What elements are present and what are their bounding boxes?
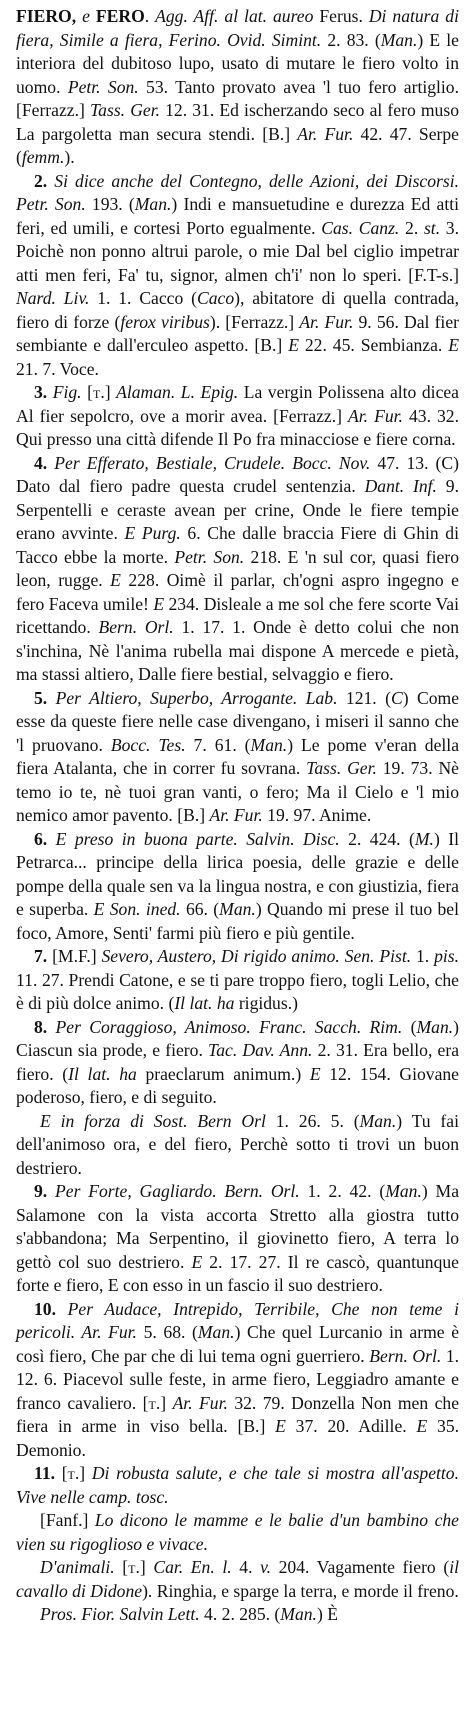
text-run: 9. Serpentelli e ceraste avean per crine, Onde le fiere tempie erano avvinte.	[16, 476, 459, 543]
text-run: ) Come esse da queste fiere nelle case divengano, i miseri il sanno che 'l pruovano.	[16, 687, 460, 755]
text-run: ]	[139, 1557, 154, 1577]
smallcaps-run: t.	[148, 1392, 161, 1413]
text-run: 2.	[399, 217, 424, 238]
italic-run: Ar. Fur.	[172, 1392, 228, 1413]
text-run: ) Le pome v'eran della fiera Atalanta, che in correr fu sovrana.	[16, 734, 459, 778]
italic-run: E Purg.	[124, 523, 181, 543]
italic-run: E	[191, 1251, 203, 1272]
italic-run: Man.	[280, 1604, 317, 1624]
italic-run: Petr. Son.	[67, 76, 139, 97]
italic-run: Per Altiero, Superbo, Arrogante. Lab.	[55, 687, 338, 708]
text-run: Ferus.	[319, 6, 369, 26]
text-run: ]	[160, 1392, 173, 1413]
text-run: 11. 27. Prendi Catone, e se ti pare troppo fiero, togli Lelio, che è di più dolce animo. (	[16, 969, 459, 1013]
italic-run: Man.	[416, 1016, 454, 1037]
italic-run: E	[309, 1063, 321, 1084]
text-run: 2. 31. Era bello, era fiero. (	[16, 1040, 460, 1084]
text-run: 218. E 'n sul cor, quasi fiero leon, rugge.	[16, 546, 459, 590]
sense-paragraph	[16, 452, 459, 687]
italic-run: E Son. ined.	[93, 899, 181, 919]
text-run: 2. 83. (	[321, 29, 381, 50]
italic-run: Pros. Fior. Salvin Lett.	[40, 1604, 200, 1624]
text-run: 1. 1. Cacco (	[89, 288, 197, 308]
text-run: ) Che quel Lurcanio in arme è così fiero, Che par che di lui tema ogni guerriero.	[16, 1322, 459, 1366]
italic-run: Di robusta salute, e che tale si mostra all'aspetto. Vive nelle camp. tosc.	[16, 1463, 459, 1507]
italic-run: Il lat. ha	[174, 993, 235, 1013]
italic-run: Man.	[250, 734, 288, 755]
text-run: ). [Ferrazz.]	[209, 311, 300, 332]
sense-paragraph	[16, 687, 459, 828]
bold-run: FIERO,	[16, 6, 83, 26]
text-run: 7. 61. (	[185, 734, 251, 755]
italic-run: Fig.	[52, 382, 82, 402]
sense-paragraph	[16, 381, 459, 452]
italic-run: e	[82, 6, 96, 26]
bold-run: FERO	[95, 6, 145, 26]
italic-run: Nard. Liv.	[16, 288, 90, 308]
bold-run: 8.	[34, 1016, 56, 1037]
text-run: [	[114, 1557, 129, 1577]
italic-run: E	[153, 593, 165, 614]
italic-run: v.	[260, 1557, 272, 1577]
italic-run: Per Forte, Gagliardo. Bern. Orl.	[55, 1181, 300, 1201]
sense-paragraph	[16, 1016, 459, 1110]
italic-run: Ar. Fur.	[209, 805, 263, 825]
italic-run: E preso in buona parte. Salvin. Disc.	[55, 828, 340, 849]
text-run: ) È	[316, 1604, 338, 1624]
text-run: 204. Vagamente fiero (	[271, 1557, 450, 1577]
sense-paragraph	[16, 1462, 459, 1509]
italic-run: Man.	[385, 1181, 422, 1201]
italic-run: Bern. Orl.	[369, 1345, 442, 1366]
italic-run: Ar. Fur.	[297, 123, 354, 144]
text-run: 2. 424. (	[339, 828, 415, 849]
italic-run: pis.	[434, 946, 459, 966]
sense-paragraph	[16, 828, 459, 946]
text-run: 228. Oimè il parlar, ch'ogni aspro ingegno e fero Faceva umile!	[16, 570, 459, 614]
italic-run: Severo, Austero, Di rigido animo. Sen. Pist.	[101, 946, 412, 966]
text-run: rigidus.)	[234, 993, 298, 1013]
text-run: [	[81, 382, 93, 402]
text-run: 35. Demonio.	[16, 1416, 460, 1460]
text-run: 37. 20. Adille.	[285, 1416, 417, 1436]
italic-run: Man.	[359, 1110, 397, 1131]
italic-run: Tac. Dav. Ann.	[208, 1040, 313, 1060]
bold-run: 3.	[34, 382, 53, 402]
sense-paragraph	[16, 1556, 459, 1603]
bold-run: 10.	[34, 1298, 68, 1319]
italic-run: Si dice anche del Contegno, delle Azioni, dei Discorsi. Petr. Son.	[16, 170, 460, 214]
text-run: .	[144, 6, 156, 26]
text-run: ) Ciascun sia prode, e fiero.	[16, 1016, 460, 1060]
text-run: ]	[104, 382, 117, 402]
italic-run: Tass. Ger.	[90, 100, 160, 120]
italic-run: Per Efferato, Bestiale, Crudele. Bocc. Nov.	[54, 452, 371, 473]
sense-paragraph	[16, 1298, 459, 1463]
italic-run: il cavallo di Didone	[16, 1557, 459, 1601]
text-run: 121. (	[337, 687, 391, 708]
text-run: 22. 45. Sembianza.	[298, 335, 449, 355]
text-run: ) Tu fai dell'animoso ora, e del fiero, Perchè sotto ti trovi un buon destriero.	[16, 1110, 459, 1178]
text-run: [M.F.]	[52, 946, 102, 966]
bold-run: 4.	[34, 452, 55, 473]
italic-run: Cas. Canz.	[321, 217, 400, 238]
italic-run: E	[110, 570, 121, 590]
italic-run: Il lat. ha	[68, 1063, 137, 1084]
text-run: 12. 154. Giovane poderoso, fiero, e di seguito.	[16, 1063, 459, 1107]
text-run: 53. Tanto provato avea 'l tuo fero artiglio. [Ferrazz.]	[16, 76, 459, 120]
italic-run: Tass. Ger.	[306, 758, 377, 778]
text-run: ) Ma Salamone con la vista accorta Stretto alla giostra tutto s'abbandona; Ma Serpentino, il giovinetto fiero, A terra lo gettò col suo destriero.	[16, 1181, 460, 1272]
text-run: 1. 2. 42. (	[299, 1181, 386, 1201]
italic-run: Per Coraggioso, Animoso. Franc. Sacch. Rim.	[55, 1016, 403, 1037]
sense-paragraph	[16, 1603, 459, 1627]
italic-run: E in forza di Sost. Bern Orl	[40, 1110, 266, 1131]
sense-paragraph	[16, 1110, 459, 1181]
text-run: ). Ringhia, e sparge la terra, e morde il freno.	[142, 1580, 459, 1601]
text-run: 1. 12. 6. Piacevol sulle feste, in arme fiero, Leggiadro amante e franco cavaliero. [	[16, 1345, 460, 1413]
italic-run: Man.	[219, 899, 256, 919]
italic-run: E	[275, 1416, 286, 1436]
text-run: praeclarum animum.)	[136, 1063, 310, 1084]
italic-run: ferox viribus	[120, 311, 210, 332]
entry-headword-paragraph	[16, 5, 459, 170]
italic-run: Man.	[380, 29, 418, 50]
italic-run: Bocc. Tes.	[110, 734, 186, 755]
text-run: 2. 17. 27. Il re cascò, quantunque forte e fiero, E con esso in un fascio il suo destriero.	[16, 1251, 459, 1295]
text-run: 193. (	[85, 194, 135, 214]
sense-paragraph	[16, 1180, 459, 1298]
text-run: 234. Disleale a me sol che fere scorte Vai ricettando.	[16, 593, 459, 637]
text-run: 42. 47. Serpe (	[16, 123, 459, 167]
dictionary-entry	[16, 5, 459, 1627]
italic-run: D'animali.	[40, 1557, 115, 1577]
italic-run: Di natura di fiera, Simile a fiera, Ferino. Ovid. Simint.	[16, 6, 459, 50]
text-run: 47. 13. (C) Dato dal fiero padre questa crudel sentenzia.	[16, 452, 459, 496]
text-run: 4.	[231, 1557, 261, 1577]
smallcaps-run: t.	[67, 1463, 80, 1483]
bold-run: 6.	[34, 828, 56, 849]
text-run: ) Indi e mansuetudine e durezza Ed atti feri, ed umili, e cortesi Porto egualmente.	[16, 194, 459, 238]
bold-run: 7.	[34, 946, 53, 966]
italic-run: C	[390, 687, 403, 708]
bold-run: 9.	[34, 1181, 56, 1201]
italic-run: M.	[414, 828, 434, 849]
italic-run: st.	[423, 217, 441, 238]
text-run: 12. 31. Ed ischerzando seco al fero muso La pargoletta man secura stendi. [B.]	[16, 100, 460, 144]
text-run: 66. (	[180, 899, 220, 919]
sense-paragraph	[16, 170, 459, 382]
text-run: 21. 7. Voce.	[16, 358, 99, 379]
text-run: 3. Poichè non ponno altrui parole, o mie Dal bel ciglio impetrar atti men feri, Fa' tu, signor, almen ch'i' non lo speri. [F.T-s.]	[16, 217, 459, 285]
italic-run: Dant. Inf.	[364, 476, 437, 496]
text-run: 1. 26. 5. (	[265, 1110, 360, 1131]
text-run: La vergin Polissena alto dicea Al fier sepolcro, ove a morir avea. [Ferrazz.]	[16, 382, 459, 426]
text-run: ) Il Petrarca... principe della lirica poesia, delle grazie e delle pompe della quale sen va la lingua nostra, e con giustizia, fiera e superba.	[16, 828, 460, 919]
text-run: 19. 97. Anime.	[262, 805, 372, 825]
text-run: [Fanf.]	[40, 1510, 95, 1530]
italic-run: Petr. Son.	[174, 546, 245, 567]
text-run: 43. 32. Qui presso una città difende Il Po fra minacciose e fiere corna.	[16, 405, 459, 449]
text-run: ).	[64, 147, 75, 167]
italic-run: Ar. Fur.	[348, 405, 403, 426]
text-run: (	[402, 1016, 417, 1037]
text-run: 1. 17. 1. Onde è detto colui che non s'inchina, Nè l'anima rubella mai dispone A mercede e pietà, ma stassi altiero, Dalle fiere bestial, selvaggio e fiero.	[16, 617, 459, 684]
sense-paragraph	[16, 1509, 459, 1556]
text-run: ) Quando mi prese il tuo bel foco, Amore, Senti' farmi più fiero e più gentile.	[16, 899, 459, 943]
text-run: ]	[79, 1463, 92, 1483]
text-run: ) E le interiora del dubitoso lupo, usato di mutare le fiero volto in uomo.	[16, 29, 459, 97]
italic-run: Agg. Aff. al lat. aureo	[155, 6, 320, 26]
italic-run: Ar. Fur.	[299, 311, 354, 332]
sense-paragraph	[16, 945, 459, 1016]
italic-run: femm.	[21, 147, 65, 167]
text-run: 1.	[411, 946, 435, 966]
bold-run: 5.	[34, 687, 56, 708]
bold-run: 11.	[34, 1463, 62, 1483]
italic-run: Man.	[197, 1322, 235, 1342]
italic-run: Per Audace, Intrepido, Terribile, Che non teme i pericoli. Ar. Fur.	[16, 1298, 459, 1342]
italic-run: E	[288, 335, 299, 355]
italic-run: E	[448, 335, 459, 355]
text-run: 9. 56. Dal fier sembiante e dall'erculeo aspetto. [B.]	[16, 311, 459, 355]
smallcaps-run: t.	[128, 1557, 140, 1577]
italic-run: Bern. Orl.	[98, 617, 174, 637]
italic-run: Man.	[134, 194, 172, 214]
text-run: 32. 79. Donzella Non men che fiera in arme in viso bella. [B.]	[16, 1392, 459, 1436]
italic-run: Car. En. l.	[153, 1557, 232, 1577]
italic-run: Caco	[197, 288, 235, 308]
text-run: 19. 73. Nè temo io te, nè tuoi gran vanti, o fero; Ma il Cielo e 'l mio nemico amor pavento. [B.]	[16, 758, 459, 825]
italic-run: Lo dicono le mamme e le balie d'un bambino che vien su rigoglioso e vivace.	[16, 1510, 459, 1554]
bold-run: 2.	[34, 170, 55, 191]
text-run: 6. Che dalle braccia Fiere di Ghin di Tacco ebbe la morte.	[16, 523, 459, 567]
text-run: [	[61, 1463, 68, 1483]
text-run: 4. 2. 285. (	[199, 1604, 281, 1624]
italic-run: E	[416, 1416, 428, 1436]
text-run: 5. 68. (	[136, 1322, 198, 1342]
italic-run: Alaman. L. Epig.	[116, 382, 239, 402]
text-run: ), abitatore di quella contrada, fiero di forze (	[16, 288, 459, 332]
smallcaps-run: t.	[92, 382, 105, 402]
